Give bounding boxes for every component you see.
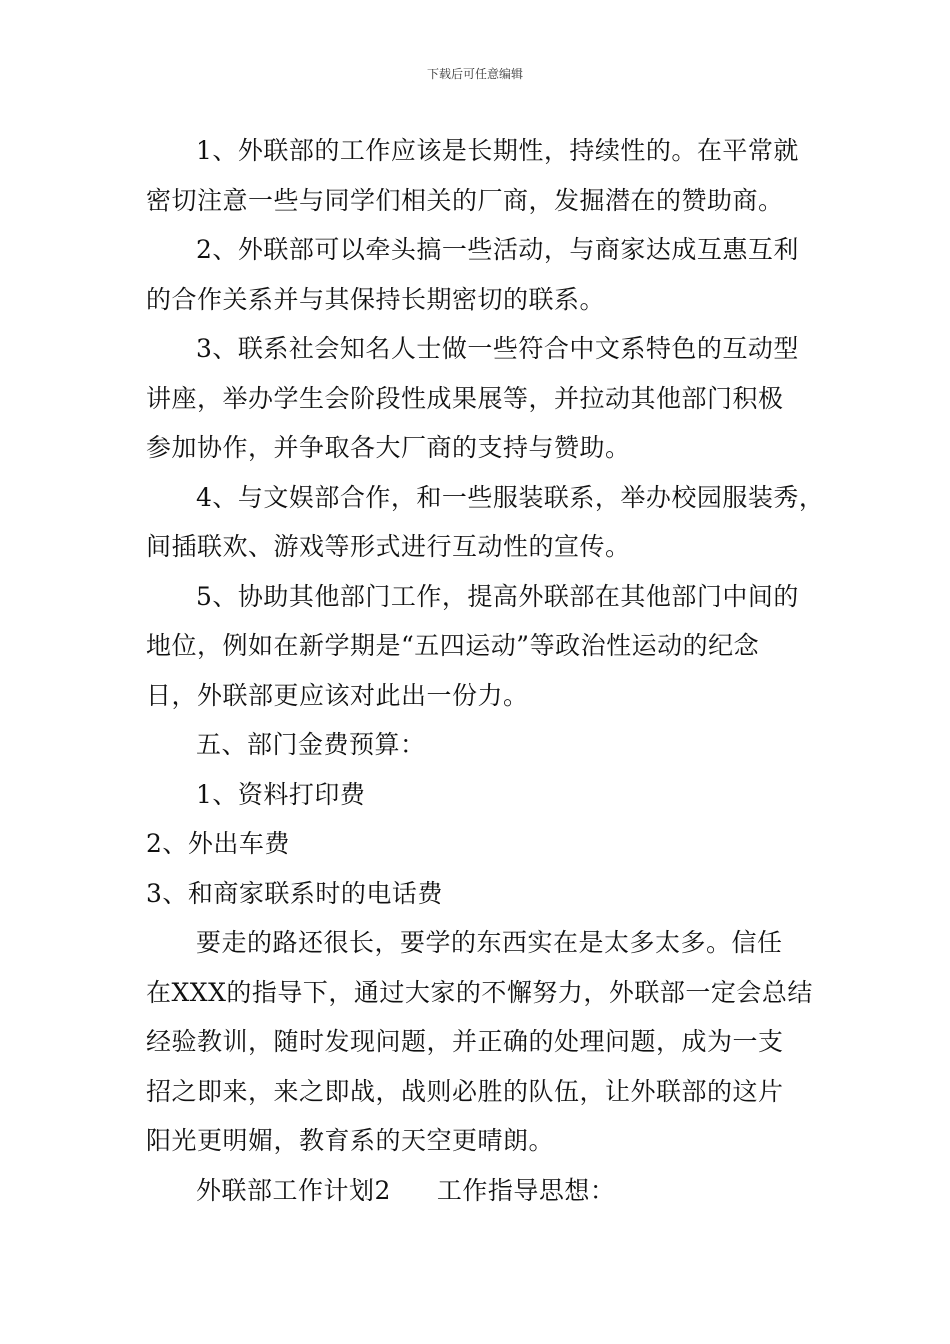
paragraph-line: 地位，例如在新学期是“五四运动”等政治性运动的纪念 — [146, 631, 760, 660]
paragraph-line: 要走的路还很长，要学的东西实在是太多太多。信任 — [196, 928, 783, 957]
paragraph-line: 经验教训，随时发现问题，并正确的处理问题，成为一支 — [146, 1027, 784, 1056]
paragraph-line: 阳光更明媚，教育系的天空更晴朗。 — [146, 1126, 555, 1155]
paragraph-line: 在XXX的指导下，通过大家的不懈努力，外联部一定会总结 — [146, 977, 813, 1007]
plan-heading-line — [146, 1166, 826, 1216]
paragraph-line: 的合作关系并与其保持长期密切的联系。 — [146, 284, 606, 314]
budget-item: 1、资料打印费 — [196, 779, 366, 809]
section-heading: 五、部门金费预算： — [196, 730, 426, 759]
paragraph-line: 日，外联部更应该对此出一份力。 — [146, 680, 529, 710]
paragraph-line: 3、联系社会知名人士做一些符合中文系特色的互动型 — [196, 334, 799, 363]
budget-item: 2、外出车费 — [146, 829, 290, 858]
paragraph-line: 密切注意一些与同学们相关的厂商，发掘潜在的赞助商。 — [146, 185, 784, 215]
paragraph-line: 讲座，举办学生会阶段性成果展等，并拉动其他部门积极 — [146, 383, 784, 413]
paragraph-line: 间插联欢、游戏等形式进行互动性的宣传。 — [146, 532, 631, 561]
document-body — [146, 126, 826, 1215]
paragraph-line: 招之即来，来之即战，战则必胜的队伍，让外联部的这片 — [146, 1076, 784, 1106]
paragraph-line: 4、与文娱部合作，和一些服装联系，举办校园服装秀， — [196, 482, 825, 512]
paragraph-line: 2、外联部可以牵头搞一些活动，与商家达成互惠互利 — [196, 235, 799, 264]
paragraph-line: 5、协助其他部门工作，提高外联部在其他部门中间的 — [196, 581, 799, 611]
budget-item: 3、和商家联系时的电话费 — [146, 878, 443, 908]
page-header: 下载后可任意编辑 — [426, 67, 523, 81]
plan-title: 外联部工作计划2 — [196, 1175, 391, 1205]
paragraph-line: 参加协作，并争取各大厂商的支持与赞助。 — [146, 433, 631, 462]
paragraph-line: 1、外联部的工作应该是长期性，持续性的。在平常就 — [196, 136, 799, 165]
guiding-thought-heading: 工作指导思想： — [436, 1175, 616, 1205]
